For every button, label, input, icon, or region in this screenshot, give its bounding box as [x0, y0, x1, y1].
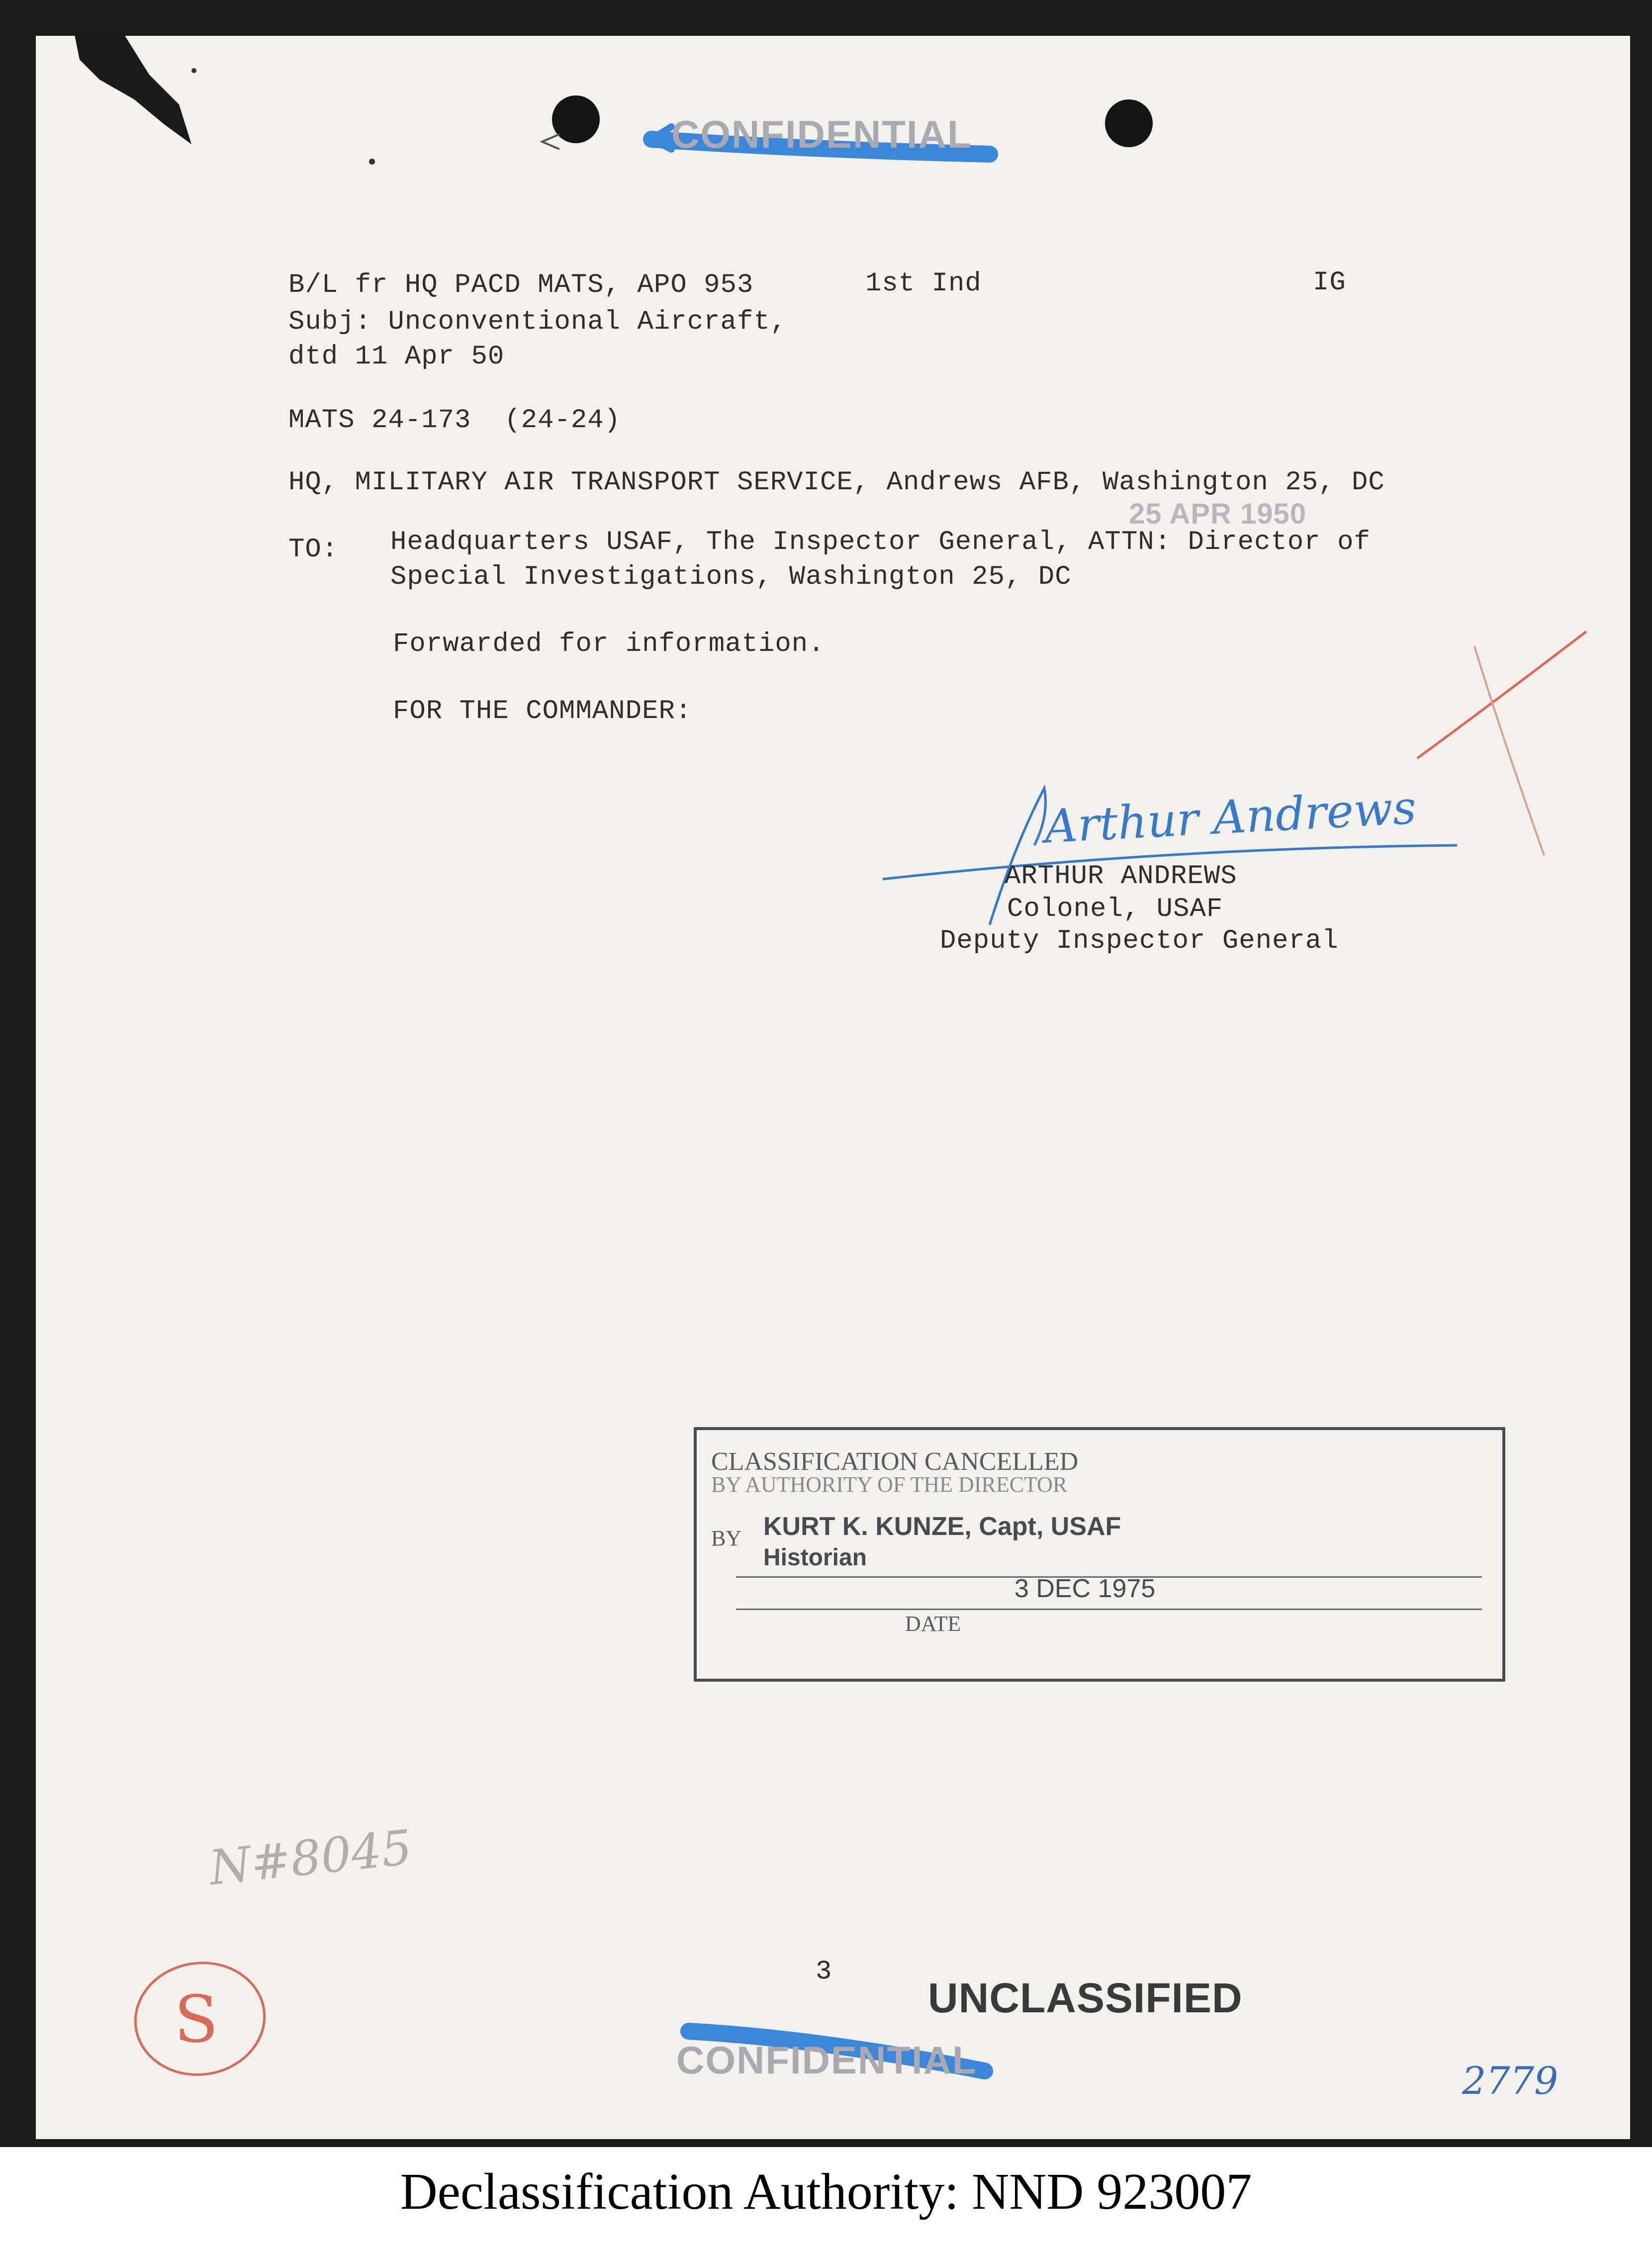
declass-line-1: CLASSIFICATION CANCELLED — [711, 1447, 1079, 1476]
declass-by-label: BY — [711, 1526, 742, 1550]
to-line-1: Headquarters USAF, The Inspector General, ATTN: Director of — [390, 527, 1371, 557]
small-arrow-mark — [542, 134, 559, 149]
file-number: MATS 24-173 (24-24) — [288, 405, 621, 436]
to-label: TO: — [288, 535, 339, 565]
body-text: Forwarded for information. — [393, 629, 825, 659]
declassification-authority-footer: Declassification Authority: NND 923007 — [400, 2163, 1252, 2220]
subject-line: Subj: Unconventional Aircraft, — [288, 307, 787, 337]
signer-name: ARTHUR ANDREWS — [1005, 861, 1237, 892]
declass-date-value: 3 DEC 1975 — [1014, 1574, 1156, 1603]
confidential-stamp-top: CONFIDENTIAL — [671, 112, 972, 156]
date-line: dtd 11 Apr 50 — [288, 342, 505, 372]
unclassified-stamp: UNCLASSIFIED — [928, 1975, 1243, 2021]
page-number: 3 — [816, 1957, 832, 1987]
from-line: HQ, MILITARY AIR TRANSPORT SERVICE, Andrews AFB, Washington 25, DC — [288, 467, 1385, 498]
circled-letter: S — [174, 1981, 219, 2057]
dot-mark — [191, 68, 196, 73]
torn-corner-mark — [75, 35, 191, 144]
routing-line-1: B/L fr HQ PACD MATS, APO 953 — [288, 270, 754, 300]
declass-officer: KURT K. KUNZE, Capt, USAF — [763, 1512, 1121, 1541]
signer-title: Deputy Inspector General — [940, 926, 1339, 956]
declass-date-label: DATE — [905, 1612, 961, 1636]
red-pencil-x-stroke — [1474, 646, 1544, 855]
corner-number: 2779 — [1462, 2059, 1559, 2103]
office-code: IG — [1313, 268, 1346, 298]
confidential-stamp-bottom: CONFIDENTIAL — [676, 2038, 977, 2082]
declass-line-2: BY AUTHORITY OF THE DIRECTOR — [711, 1472, 1068, 1497]
red-pencil-x-stroke — [1417, 631, 1586, 758]
declass-officer-title: Historian — [763, 1544, 867, 1571]
indorsement-label: 1st Ind — [865, 269, 982, 299]
received-date-stamp: 25 APR 1950 — [1129, 498, 1307, 530]
handwritten-file-number: N#8045 — [206, 1819, 415, 1896]
to-line-2: Special Investigations, Washington 25, DC — [390, 562, 1072, 592]
signer-rank: Colonel, USAF — [1007, 894, 1223, 924]
declass-date-line — [736, 1609, 1482, 1610]
signature: Arthur Andrews — [1043, 781, 1418, 854]
closing-text: FOR THE COMMANDER: — [393, 696, 692, 726]
dot-mark — [369, 159, 375, 165]
